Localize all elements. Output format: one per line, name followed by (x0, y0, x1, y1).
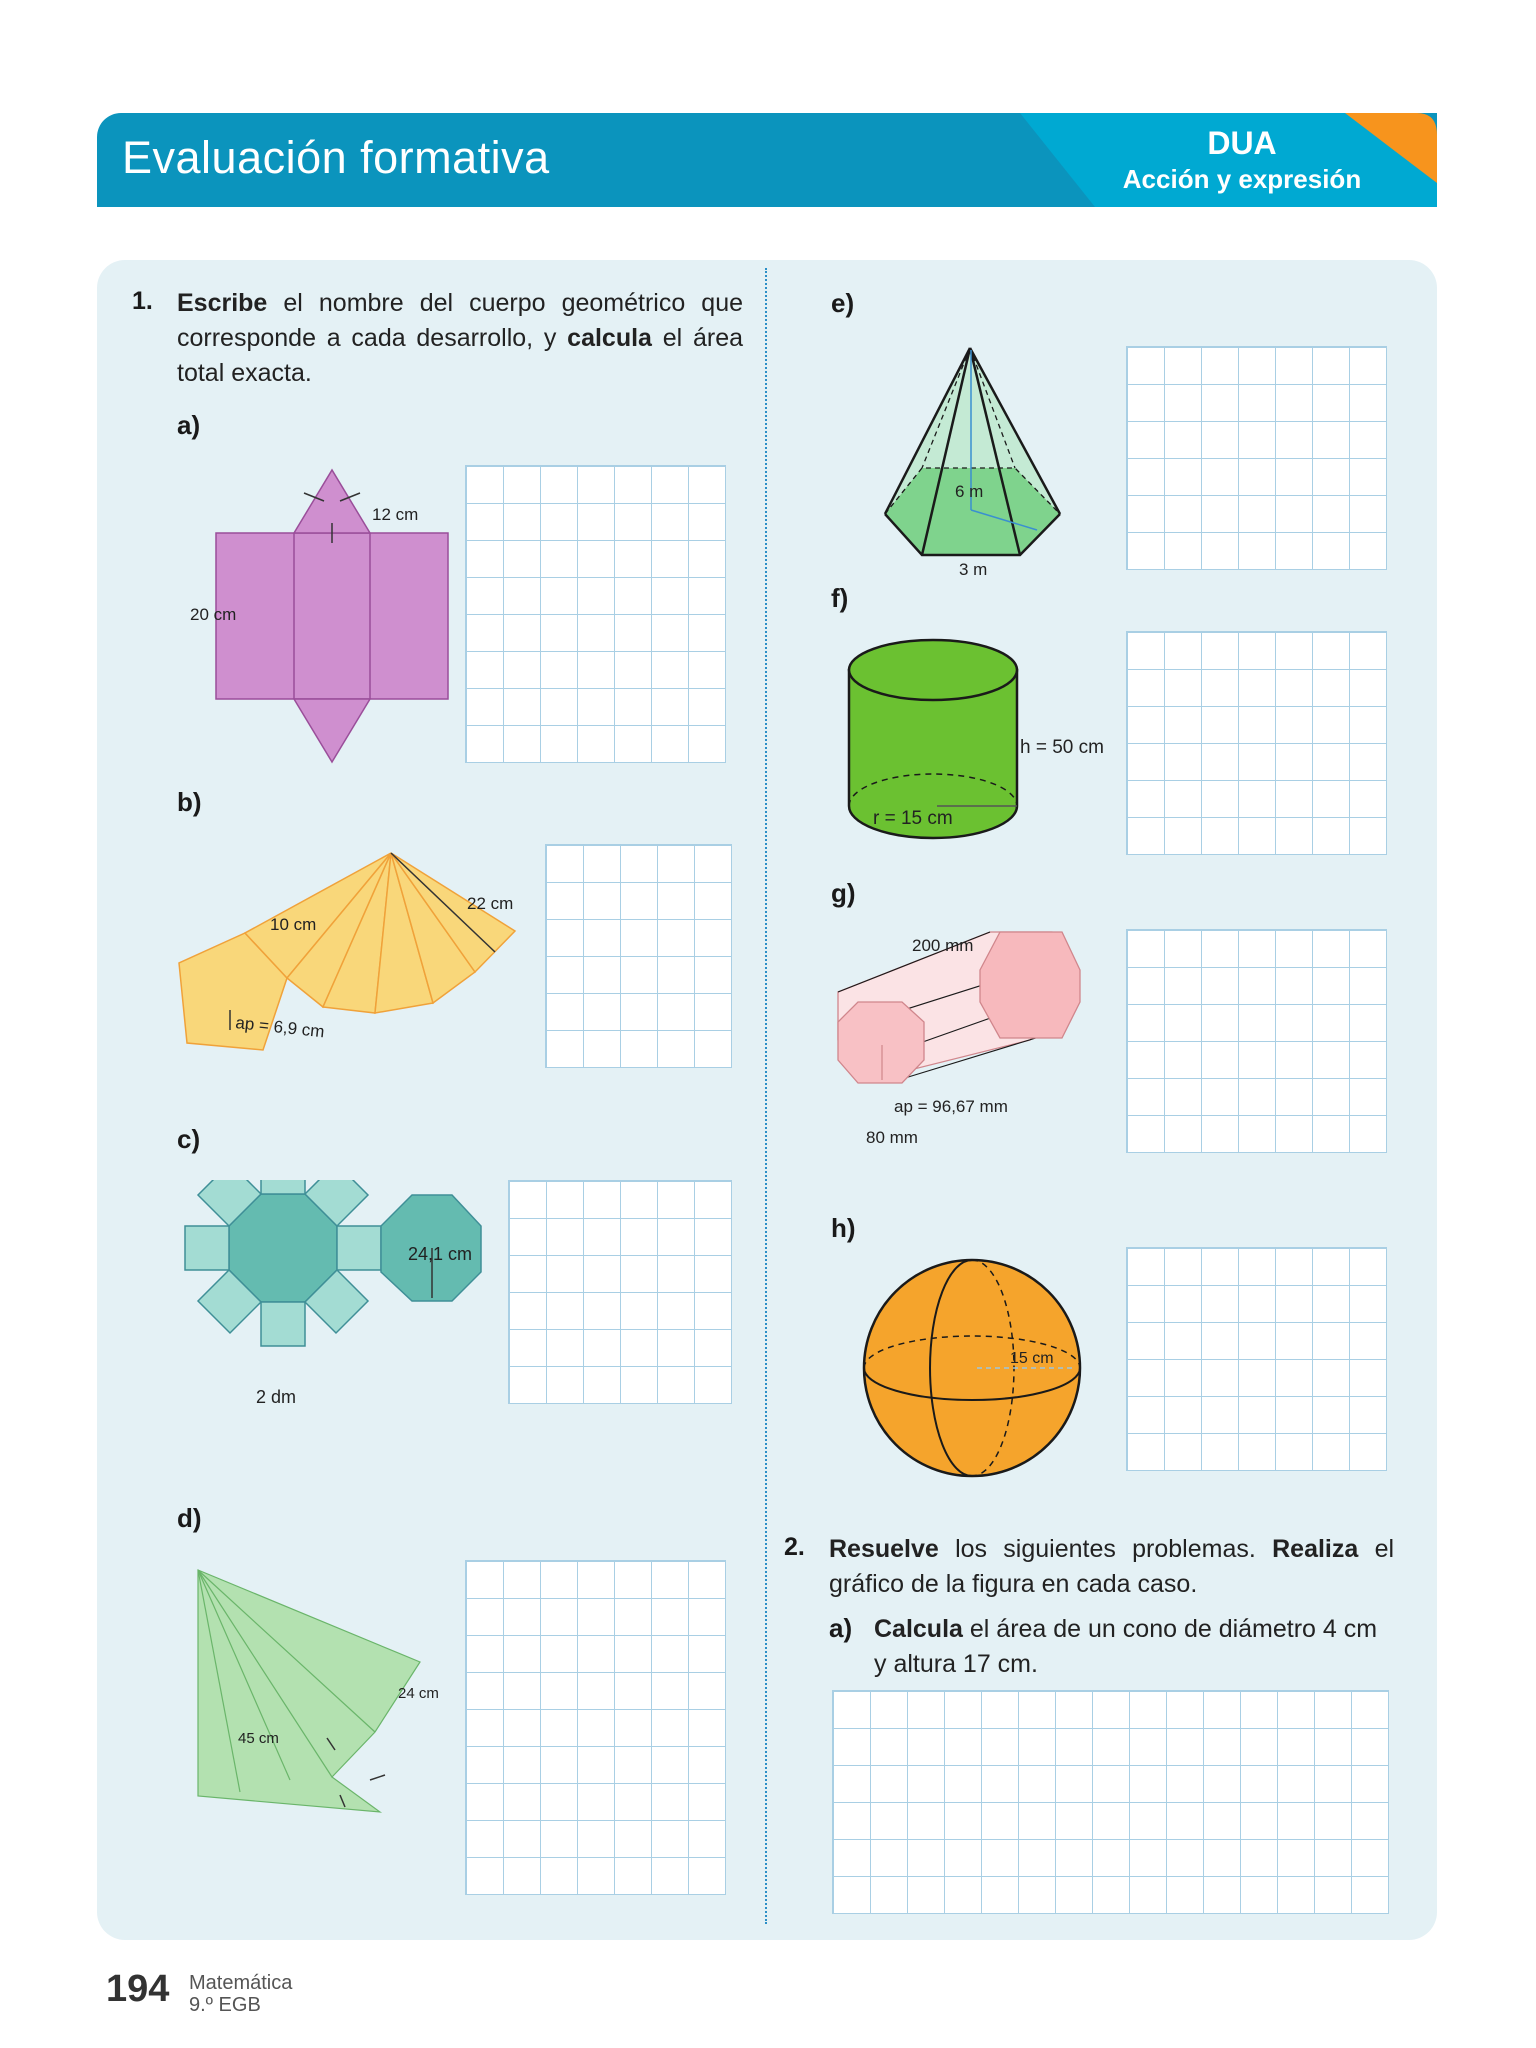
answer-grid-d[interactable] (465, 1560, 726, 1895)
figure-b-measure-3: ap = 6,9 cm (234, 1013, 326, 1042)
figure-b-pyramid-net (175, 845, 535, 1060)
question1-text (177, 286, 743, 391)
figure-d-cone-net (190, 1560, 460, 1820)
footer-grade: 9.º EGB (189, 1994, 261, 2016)
answer-grid-2a[interactable] (832, 1690, 1389, 1914)
figure-d-measure-2: 45 cm (238, 1730, 279, 1747)
question2-sub-a-text (874, 1612, 1394, 1682)
figure-h-sphere (862, 1258, 1092, 1488)
item-h-label: h) (831, 1213, 856, 1243)
figure-b-measure-2: 10 cm (270, 915, 317, 934)
answer-grid-b[interactable] (545, 844, 732, 1068)
item-a-label: a) (177, 410, 201, 440)
answer-grid-f[interactable] (1126, 631, 1387, 855)
answer-grid-c[interactable] (508, 1180, 732, 1404)
question1-verb1: Escribe (177, 289, 268, 317)
figure-g-octagonal-prism (830, 930, 1110, 1150)
item-g-label: g) (831, 878, 856, 908)
footer-subject (189, 1972, 292, 2016)
footer-subject-name: Matemática (189, 1972, 293, 1994)
question2-text2: el gráfico de la figura en cada caso. (829, 1535, 1395, 1598)
question1-text1: el nombre del cuerpo geométrico que corresponde a cada desarrollo, y (177, 289, 743, 352)
figure-e-measure-1: 6 m (955, 482, 984, 501)
dua-title: DUA (1207, 125, 1277, 161)
figure-e-measure-2: 3 m (959, 560, 988, 579)
question2-verb2: Realiza (1272, 1535, 1359, 1563)
item-e-label: e) (831, 288, 855, 318)
figure-c-measure-2: 2 dm (256, 1387, 297, 1405)
question2-verb1: Resuelve (829, 1535, 939, 1563)
figure-b-measure-1: 22 cm (467, 894, 514, 913)
question2-sub-a-verb: Calcula (874, 1615, 963, 1643)
figure-f-cylinder (845, 638, 1125, 848)
figure-g-measure-1: 200 mm (912, 936, 974, 955)
figure-h-measure-1: 15 cm (1010, 1350, 1054, 1367)
answer-grid-a[interactable] (465, 465, 726, 763)
page-title: Evaluación formativa (122, 132, 550, 183)
question2-text (829, 1532, 1394, 1602)
figure-c-measure-1: 24,1 cm (408, 1244, 473, 1264)
answer-grid-h[interactable] (1126, 1247, 1387, 1471)
answer-grid-e[interactable] (1126, 346, 1387, 570)
question1-number: 1. (132, 287, 153, 315)
question2-number: 2. (784, 1533, 805, 1561)
figure-f-measure-2: r = 15 cm (873, 808, 953, 829)
figure-d-measure-1: 24 cm (398, 1685, 439, 1702)
dua-subtitle: Acción y expresión (1122, 164, 1362, 194)
question2-sub-a-label: a) (829, 1613, 853, 1643)
item-c-label: c) (177, 1124, 201, 1154)
answer-grid-g[interactable] (1126, 929, 1387, 1153)
figure-c-octagon-net (180, 1180, 490, 1405)
page-number: 194 (106, 1968, 170, 2010)
figure-a-measure-2: 20 cm (190, 605, 237, 624)
figure-a-prism-net (180, 460, 460, 770)
figure-e-hex-pyramid (875, 340, 1075, 580)
figure-f-measure-1: h = 50 cm (1020, 737, 1104, 758)
figure-a-measure-1: 12 cm (372, 505, 419, 524)
question2-sub-a-body: el área de un cono de diámetro 4 cm y altura 17 cm. (874, 1615, 1378, 1678)
column-divider (765, 268, 767, 1924)
item-b-label: b) (177, 787, 202, 817)
figure-g-measure-3: 80 mm (866, 1128, 918, 1147)
question1-verb2: calcula (567, 324, 652, 352)
question2-text1: los siguientes problemas. (955, 1535, 1256, 1563)
question1-text2: el área total exacta. (177, 324, 743, 387)
item-f-label: f) (831, 583, 849, 613)
figure-g-measure-2: ap = 96,67 mm (894, 1097, 1008, 1116)
item-d-label: d) (177, 1503, 202, 1533)
